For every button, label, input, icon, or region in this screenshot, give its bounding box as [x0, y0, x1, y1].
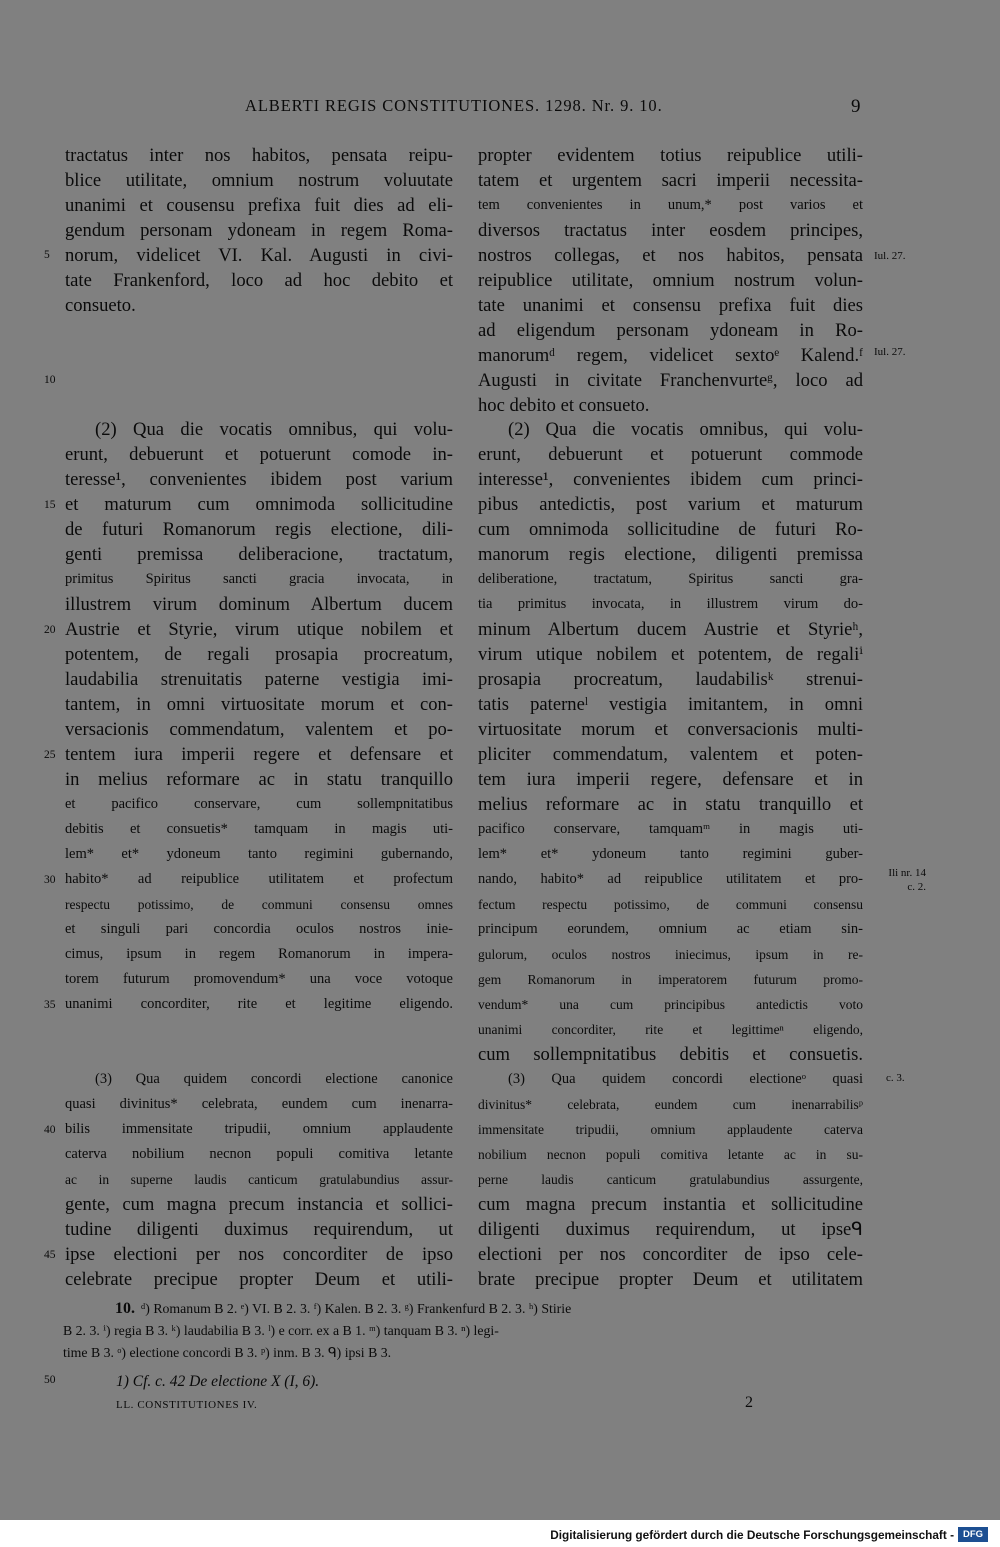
- text-line: tia primitus invocata, in illustrem virum do-: [478, 596, 863, 612]
- right-paragraph-2: [478, 417, 863, 1067]
- line-number: 35: [44, 999, 56, 1011]
- text-line: diversos tractatus inter eosdem principes,: [478, 220, 863, 241]
- line-number: 45: [44, 1249, 56, 1261]
- text-line: manorumᵈ regem, videlicet sextoᵉ Kalend.ᶠ: [478, 345, 863, 366]
- footnote-number: 10.: [115, 1300, 135, 1317]
- text-line: cimus, ipsum in regem Romanorum in impera-: [65, 946, 453, 962]
- text-line: divinitus* celebrata, eundem cum inenarrabilisᵖ: [478, 1097, 863, 1112]
- text-line: genti premissa deliberacione, tractatum,: [65, 544, 453, 565]
- text-line: ad eligendum personam ydoneam in Ro-: [478, 320, 863, 341]
- text-line: cum sollempnitatibus debitis et consuetis.: [478, 1044, 863, 1065]
- text-line: Augusti in civitate Franchenvurteᵍ, loco ad: [478, 370, 863, 391]
- page-number: 9: [851, 96, 861, 117]
- margin-note-block: [874, 866, 926, 894]
- text-line: et maturum cum omnimoda sollicitudine: [65, 494, 453, 515]
- line-number: 40: [44, 1124, 56, 1136]
- text-line: celebrate precipue propter Deum et utili-: [65, 1269, 453, 1290]
- text-line: lem* et* ydoneum tanto regimini guber-: [478, 846, 863, 862]
- text-line: et singuli pari concordia oculos nostros inie-: [65, 921, 453, 937]
- running-header: [0, 96, 1000, 122]
- text-line: Austrie et Styrie, virum utique nobilem et: [65, 619, 453, 640]
- text-line: tractatus inter nos habitos, pensata reipu-: [65, 145, 453, 166]
- text-line: pibus antedictis, post varium et maturum: [478, 494, 863, 515]
- line-number: 5: [44, 249, 50, 261]
- header-title: ALBERTI REGIS CONSTITUTIONES. 1298. Nr. 9. 10.: [245, 96, 663, 115]
- text-line: nobilium necnon populi comitiva letante ac in su-: [478, 1147, 863, 1162]
- text-line: prosapia procreatum, laudabilisᵏ strenui-: [478, 669, 863, 690]
- text-line: cum omnimoda sollicitudine de futuri Ro-: [478, 519, 863, 540]
- funding-notice: Digitalisierung gefördert durch die Deutsche Forschungsgemeinschaft -: [550, 1528, 954, 1542]
- text-line: norum, videlicet VI. Kal. Augusti in civi-: [65, 245, 453, 266]
- reference-note: 1) Cf. c. 42 De electione X (I, 6).: [116, 1373, 320, 1390]
- text-line: perne laudis canticum gratulabundius assurgente,: [478, 1172, 863, 1187]
- left-paragraph-2: [65, 417, 453, 1017]
- text-line: erunt, debuerunt et potuerunt commode: [478, 444, 863, 465]
- margin-note: c. 3.: [886, 1072, 905, 1084]
- text-line: de futuri Romanorum regis electione, dili-: [65, 519, 453, 540]
- margin-note: Iul. 27.: [874, 346, 906, 358]
- line-number: 50: [44, 1374, 56, 1386]
- footnote-line: [63, 1298, 863, 1320]
- text-line: torem futurum promovendum* una voce votoque: [65, 971, 453, 987]
- text-line: manorum regis electione, diligenti premissa: [478, 544, 863, 565]
- text-line: versacionis commendatum, valentem et po-: [65, 719, 453, 740]
- text-line: propter evidentem totius reipublice utili-: [478, 145, 863, 166]
- text-line: (2) Qua die vocatis omnibus, qui volu-: [508, 419, 863, 440]
- text-line: (3) Qua quidem concordi electioneᵒ quasi: [508, 1071, 863, 1087]
- text-line: bilis immensitate tripudii, omnium applaudente: [65, 1121, 453, 1137]
- text-line: tatem et urgentem sacri imperii necessita-: [478, 170, 863, 191]
- text-line: illustrem virum dominum Albertum ducem: [65, 594, 453, 615]
- text-line: caterva nobilium necnon populi comitiva letante: [65, 1146, 453, 1162]
- text-line: tatis paterneˡ vestigia imitantem, in omni: [478, 694, 863, 715]
- dfg-logo: DFG: [958, 1527, 988, 1542]
- text-line: gulorum, oculos nostros iniecimus, ipsum in re-: [478, 947, 863, 962]
- text-line: cum magna precum instantia et sollicitudine: [478, 1194, 863, 1215]
- text-line: fectum respectu potissimo, de communi consensu: [478, 897, 863, 912]
- footnotes: [63, 1298, 863, 1364]
- text-line: virtuositate morum et conversacionis multi-: [478, 719, 863, 740]
- footnote-line: time B 3. ᵒ) electione concordi B 3. ᵖ) inm. B 3. ᑫ) ipsi B 3.: [63, 1345, 392, 1360]
- right-paragraph-3: [478, 1067, 863, 1292]
- text-line: nostros collegas, et nos habitos, pensata: [478, 245, 863, 266]
- text-line: respectu potissimo, de communi consensu omnes: [65, 897, 453, 912]
- text-line: primitus Spiritus sancti gracia invocata, in: [65, 571, 453, 587]
- text-line: teresse¹, convenientes ibidem post varium: [65, 469, 453, 490]
- text-line: principum eorundem, omnium ac etiam sin-: [478, 921, 863, 937]
- text-line: (2) Qua die vocatis omnibus, qui volu-: [95, 419, 453, 440]
- text-line: vendum* una cum principibus antedictis voto: [478, 997, 863, 1012]
- text-line: electioni per nos concorditer de ipso cele-: [478, 1244, 863, 1265]
- text-line: potentem, de regali prosapia procreatum,: [65, 644, 453, 665]
- text-line: hoc debito et consueto.: [478, 395, 650, 416]
- signature-mark: LL. CONSTITUTIONES IV.: [116, 1399, 258, 1411]
- text-line: erunt, debuerunt et potuerunt comode in-: [65, 444, 453, 465]
- text-line: consueto.: [65, 295, 136, 316]
- text-line: tem iura imperii regere, defensare et in: [478, 769, 863, 790]
- sheet-number: 2: [745, 1394, 753, 1411]
- line-number: 10: [44, 374, 56, 386]
- text-line: gendum personam ydoneam in regem Roma-: [65, 220, 453, 241]
- left-paragraph-3: [65, 1067, 453, 1292]
- text-line: gente, cum magna precum instancia et sollici-: [65, 1194, 453, 1215]
- text-line: tate Frankenford, loco ad hoc debito et: [65, 270, 453, 291]
- line-number: 25: [44, 749, 56, 761]
- footnote-text: ᵈ) Romanum B 2. ᵉ) VI. B 2. 3. ᶠ) Kalen. B 2. 3. ᵍ) Frankenfurd B 2. 3. ʰ) Stirie: [141, 1301, 572, 1316]
- text-line: gem Romanorum in imperatorem futurum promo-: [478, 972, 863, 987]
- text-line: unanimi concorditer, rite et legittimeⁿ eligendo,: [478, 1022, 863, 1037]
- text-line: nando, habito* ad reipublice utilitatem et pro-: [478, 871, 863, 887]
- text-line: immensitate tripudii, omnium applaudente caterva: [478, 1122, 863, 1137]
- text-line: tate unanimi et consensu prefixa fuit dies: [478, 295, 863, 316]
- text-line: unanimi et cousensu prefixa fuit dies ad eli-: [65, 195, 453, 216]
- text-line: ipse electioni per nos concorditer de ipso: [65, 1244, 453, 1265]
- text-line: lem* et* ydoneum tanto regimini gubernando,: [65, 846, 453, 862]
- margin-note: Iul. 27.: [874, 250, 906, 262]
- margin-note: c. 2.: [907, 881, 926, 893]
- text-line: tem convenientes in unum,* post varios et: [478, 197, 863, 213]
- text-line: debitis et consuetis* tamquam in magis uti-: [65, 821, 453, 837]
- right-paragraph-1: [478, 143, 863, 418]
- text-line: in melius reformare ac in statu tranquillo: [65, 769, 453, 790]
- text-line: interesse¹, convenientes ibidem cum princi-: [478, 469, 863, 490]
- text-line: et pacifico conservare, cum sollempnitatibus: [65, 796, 453, 812]
- text-line: diligenti duximus requirendum, ut ipseᑫ: [478, 1219, 863, 1240]
- text-line: minum Albertum ducem Austrie et Styrieʰ,: [478, 619, 863, 640]
- text-line: tudine diligenti duximus requirendum, ut: [65, 1219, 453, 1240]
- text-line: tantem, in omni virtuositate morum et con-: [65, 694, 453, 715]
- text-line: ac in superne laudis canticum gratulabundius assur-: [65, 1172, 453, 1187]
- text-line: pacifico conservare, tamquamᵐ in magis uti-: [478, 821, 863, 837]
- line-number: 20: [44, 624, 56, 636]
- text-line: unanimi concorditer, rite et legitime eligendo.: [65, 996, 453, 1012]
- margin-note: Ili nr. 14: [888, 867, 926, 879]
- line-number: 15: [44, 499, 56, 511]
- text-line: melius reformare ac in statu tranquillo et: [478, 794, 863, 815]
- text-line: (3) Qua quidem concordi electione canonice: [95, 1071, 453, 1087]
- text-line: blice utilitate, omnium nostrum voluutate: [65, 170, 453, 191]
- footnote-line: B 2. 3. ⁱ) regia B 3. ᵏ) laudabilia B 3. ˡ) e corr. ex a B 1. ᵐ) tanquam B 3. ⁿ) legi-: [63, 1323, 499, 1338]
- text-line: quasi divinitus* celebrata, eundem cum inenarra-: [65, 1096, 453, 1112]
- text-line: deliberatione, tractatum, Spiritus sancti gra-: [478, 571, 863, 587]
- text-line: tentem iura imperii regere et defensare et: [65, 744, 453, 765]
- line-number: 30: [44, 874, 56, 886]
- left-paragraph-1: [65, 143, 453, 318]
- text-line: habito* ad reipublice utilitatem et profectum: [65, 871, 453, 887]
- text-line: virum utique nobilem et potentem, de regaliⁱ: [478, 644, 863, 665]
- text-line: reipublice utilitate, omnium nostrum volun-: [478, 270, 863, 291]
- text-line: pliciter commendatum, valentem et poten-: [478, 744, 863, 765]
- text-line: laudabilia strenuitatis paterne vestigia imi-: [65, 669, 453, 690]
- text-line: brate precipue propter Deum et utilitatem: [478, 1269, 863, 1290]
